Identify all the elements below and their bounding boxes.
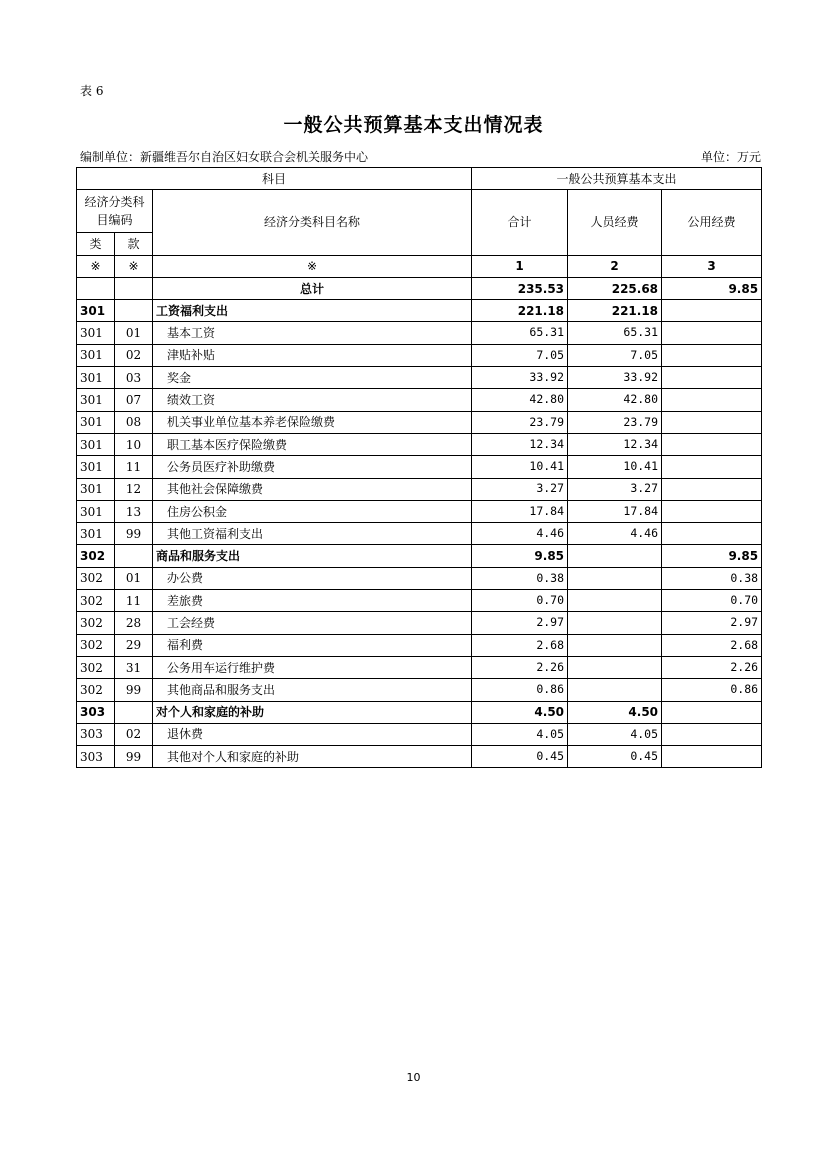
total-cell: 12.34 [472,433,568,455]
personnel-cell: 33.92 [568,367,662,389]
item-code-cell: 10 [115,433,153,455]
grand-total-public: 9.85 [662,277,762,299]
class-code-cell: 302 [77,567,115,589]
page-number: 10 [406,1071,421,1084]
subject-name-cell: 住房公积金 [153,500,472,522]
subject-name-cell: 津贴补贴 [153,344,472,366]
subject-name-cell: 其他商品和服务支出 [153,679,472,701]
personnel-cell [568,590,662,612]
subject-name-cell: 福利费 [153,634,472,656]
subject-name-cell: 其他对个人和家庭的补助 [153,746,472,768]
header-row-1 [77,168,762,190]
item-code-cell [115,300,153,322]
total-cell: 2.97 [472,612,568,634]
class-code-cell: 301 [77,389,115,411]
class-code-cell: 302 [77,656,115,678]
personnel-cell: 10.41 [568,456,662,478]
table-row [77,523,762,545]
total-cell: 33.92 [472,367,568,389]
class-code-cell: 302 [77,634,115,656]
public-cell [662,411,762,433]
public-cell [662,389,762,411]
header-col-2: 2 [568,255,662,277]
class-code-cell: 303 [77,746,115,768]
item-code-cell: 31 [115,656,153,678]
item-code-cell: 03 [115,367,153,389]
total-cell: 17.84 [472,500,568,522]
personnel-cell: 42.80 [568,389,662,411]
table-row [77,344,762,366]
table-row [77,656,762,678]
public-cell: 0.86 [662,679,762,701]
subject-name-cell: 办公费 [153,567,472,589]
personnel-cell [568,656,662,678]
page-title: 一般公共预算基本支出情况表 [283,114,544,136]
class-code-cell: 301 [77,478,115,500]
public-cell: 0.70 [662,590,762,612]
grand-total-label: 总计 [153,277,472,299]
class-code-cell: 301 [77,500,115,522]
personnel-cell [568,567,662,589]
public-cell [662,344,762,366]
budget-table [76,167,762,768]
item-code-cell: 28 [115,612,153,634]
subject-name-cell: 奖金 [153,367,472,389]
subject-name-cell: 基本工资 [153,322,472,344]
header-item-label: 款 [115,233,153,255]
total-cell: 42.80 [472,389,568,411]
subject-name-cell: 绩效工资 [153,389,472,411]
item-code-cell: 08 [115,411,153,433]
class-code-cell: 301 [77,344,115,366]
header-budget-group: 一般公共预算基本支出 [472,168,762,190]
subject-name-cell: 工资福利支出 [153,300,472,322]
header-mark-class: ※ [77,255,115,277]
class-code-cell: 301 [77,523,115,545]
subject-name-cell: 退休费 [153,723,472,745]
total-cell: 4.05 [472,723,568,745]
table-row [77,612,762,634]
item-code-cell [115,701,153,723]
item-code-cell: 01 [115,322,153,344]
item-code-cell: 12 [115,478,153,500]
total-cell: 0.70 [472,590,568,612]
header-class-label: 类 [77,233,115,255]
item-code-cell: 99 [115,523,153,545]
personnel-cell: 17.84 [568,500,662,522]
table-row [77,701,762,723]
class-code-cell: 302 [77,679,115,701]
item-code-cell: 02 [115,723,153,745]
total-cell: 4.46 [472,523,568,545]
total-cell: 2.26 [472,656,568,678]
item-code-cell: 02 [115,344,153,366]
table-row [77,300,762,322]
compiling-unit: 编制单位：新疆维吾尔自治区妇女联合会机关服务中心 [80,150,369,164]
grand-total-row [77,277,762,299]
header-row-2 [77,190,762,233]
public-cell [662,523,762,545]
item-code-cell: 13 [115,500,153,522]
item-code-cell: 99 [115,746,153,768]
table-row [77,746,762,768]
table-row [77,433,762,455]
total-cell: 4.50 [472,701,568,723]
personnel-cell: 4.50 [568,701,662,723]
personnel-cell: 221.18 [568,300,662,322]
class-code-cell: 302 [77,590,115,612]
class-code-cell: 302 [77,545,115,567]
item-code-cell [115,545,153,567]
total-cell: 3.27 [472,478,568,500]
public-cell: 2.97 [662,612,762,634]
class-code-cell: 303 [77,723,115,745]
header-personnel-label: 人员经费 [568,190,662,255]
total-cell: 0.38 [472,567,568,589]
total-cell: 2.68 [472,634,568,656]
total-cell: 10.41 [472,456,568,478]
table-row [77,456,762,478]
header-col-3: 3 [662,255,762,277]
table-row [77,634,762,656]
public-cell [662,500,762,522]
header-mark-item: ※ [115,255,153,277]
public-cell [662,456,762,478]
personnel-cell: 7.05 [568,344,662,366]
public-cell [662,746,762,768]
header-row-4 [77,255,762,277]
item-code-cell: 29 [115,634,153,656]
personnel-cell [568,679,662,701]
header-code-label: 经济分类科目编码 [77,190,153,233]
total-cell: 23.79 [472,411,568,433]
subject-name-cell: 商品和服务支出 [153,545,472,567]
header-name-label: 经济分类科目名称 [153,190,472,255]
class-code-cell: 301 [77,367,115,389]
class-code-cell: 302 [77,612,115,634]
class-code-cell: 301 [77,456,115,478]
public-cell [662,322,762,344]
personnel-cell: 65.31 [568,322,662,344]
grand-total-class-cell [77,277,115,299]
table-row [77,567,762,589]
subject-name-cell: 其他工资福利支出 [153,523,472,545]
table-row [77,367,762,389]
personnel-cell [568,612,662,634]
table-row [77,478,762,500]
personnel-cell: 4.46 [568,523,662,545]
total-cell: 7.05 [472,344,568,366]
table-row [77,411,762,433]
item-code-cell: 11 [115,456,153,478]
item-code-cell: 11 [115,590,153,612]
header-subject: 科目 [77,168,472,190]
public-cell [662,433,762,455]
personnel-cell: 0.45 [568,746,662,768]
currency-unit: 单位：万元 [700,150,761,164]
public-cell [662,723,762,745]
item-code-cell: 99 [115,679,153,701]
public-cell [662,701,762,723]
table-row [77,389,762,411]
personnel-cell: 3.27 [568,478,662,500]
table-row [77,322,762,344]
total-cell: 65.31 [472,322,568,344]
total-cell: 0.45 [472,746,568,768]
subject-name-cell: 公务用车运行维护费 [153,656,472,678]
subject-name-cell: 工会经费 [153,612,472,634]
class-code-cell: 301 [77,433,115,455]
item-code-cell: 07 [115,389,153,411]
table-row [77,679,762,701]
class-code-cell: 301 [77,300,115,322]
total-cell: 0.86 [472,679,568,701]
header-total-label: 合计 [472,190,568,255]
total-cell: 221.18 [472,300,568,322]
class-code-cell: 303 [77,701,115,723]
table-row [77,500,762,522]
grand-total-personnel: 225.68 [568,277,662,299]
subject-name-cell: 差旅费 [153,590,472,612]
public-cell: 2.26 [662,656,762,678]
grand-total-total: 235.53 [472,277,568,299]
table-row [77,723,762,745]
table-row [77,545,762,567]
personnel-cell: 12.34 [568,433,662,455]
public-cell [662,367,762,389]
item-code-cell: 01 [115,567,153,589]
personnel-cell [568,545,662,567]
subject-name-cell: 对个人和家庭的补助 [153,701,472,723]
public-cell [662,478,762,500]
personnel-cell: 4.05 [568,723,662,745]
total-cell: 9.85 [472,545,568,567]
header-public-label: 公用经费 [662,190,762,255]
header-col-1: 1 [472,255,568,277]
subject-name-cell: 机关事业单位基本养老保险缴费 [153,411,472,433]
public-cell: 2.68 [662,634,762,656]
table-row [77,590,762,612]
personnel-cell [568,634,662,656]
subject-name-cell: 职工基本医疗保险缴费 [153,433,472,455]
grand-total-item-cell [115,277,153,299]
class-code-cell: 301 [77,411,115,433]
public-cell: 0.38 [662,567,762,589]
subject-name-cell: 公务员医疗补助缴费 [153,456,472,478]
personnel-cell: 23.79 [568,411,662,433]
public-cell: 9.85 [662,545,762,567]
public-cell [662,300,762,322]
table-number: 表 6 [80,84,104,98]
subject-name-cell: 其他社会保障缴费 [153,478,472,500]
header-mark-name: ※ [153,255,472,277]
class-code-cell: 301 [77,322,115,344]
budget-table-body [77,168,762,768]
